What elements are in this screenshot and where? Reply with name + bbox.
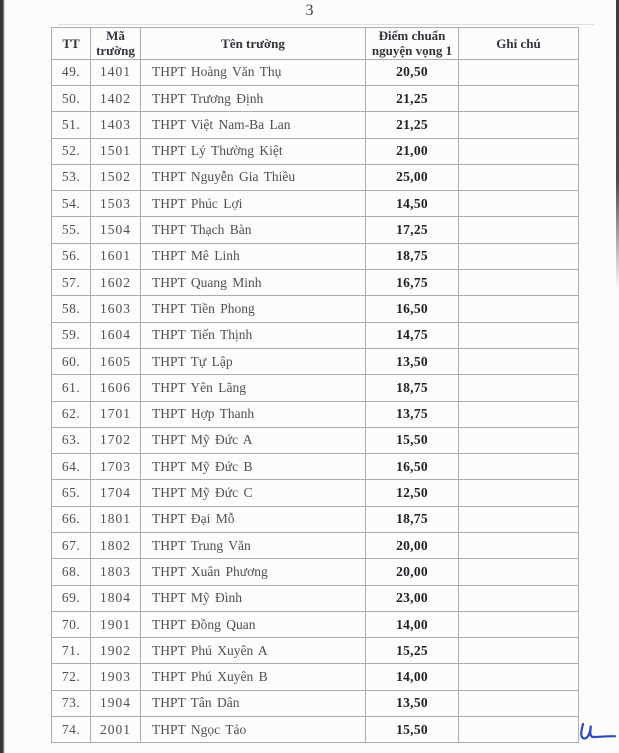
cell-code: 1901 xyxy=(91,611,141,637)
cell-score: 14,00 xyxy=(366,664,459,690)
cell-name: THPT Mỹ Đức B xyxy=(141,454,366,480)
cell-code: 1803 xyxy=(91,559,141,585)
table-row xyxy=(52,164,579,190)
cell-score: 20,00 xyxy=(366,533,459,559)
cell-name: THPT Quang Minh xyxy=(141,270,366,296)
cell-code: 1402 xyxy=(91,85,141,111)
cell-code: 1403 xyxy=(91,112,141,138)
cell-name: THPT Hợp Thanh xyxy=(141,401,366,427)
cell-score: 13,75 xyxy=(366,401,459,427)
cell-name: THPT Tân Dân xyxy=(141,690,366,716)
cell-note xyxy=(459,138,579,164)
cell-code: 1902 xyxy=(91,638,141,664)
cell-tt: 63. xyxy=(52,427,91,453)
cell-name: THPT Thạch Bàn xyxy=(141,217,366,243)
cell-code: 1602 xyxy=(91,270,141,296)
cell-name: THPT Đồng Quan xyxy=(141,611,366,637)
cell-name: THPT Tiến Thịnh xyxy=(141,322,366,348)
cell-score: 18,75 xyxy=(366,243,459,269)
cell-name: THPT Tự Lập xyxy=(141,348,366,374)
cell-score: 14,75 xyxy=(366,322,459,348)
table-row xyxy=(52,191,579,217)
table-row xyxy=(52,375,579,401)
scan-artifact-line xyxy=(58,24,594,25)
cell-score: 17,25 xyxy=(366,217,459,243)
cell-note xyxy=(459,401,579,427)
table-body xyxy=(52,59,579,743)
cell-tt: 67. xyxy=(52,533,91,559)
cell-tt: 68. xyxy=(52,559,91,585)
cell-score: 16,75 xyxy=(366,270,459,296)
cell-tt: 49. xyxy=(52,59,91,85)
table-row xyxy=(52,59,579,85)
cell-name: THPT Mê Linh xyxy=(141,243,366,269)
cell-tt: 60. xyxy=(52,348,91,374)
cell-name: THPT Ngọc Tảo xyxy=(141,717,366,743)
cell-score: 20,50 xyxy=(366,59,459,85)
cell-code: 1801 xyxy=(91,506,141,532)
cell-score: 20,00 xyxy=(366,559,459,585)
cell-score: 21,25 xyxy=(366,85,459,111)
cell-note xyxy=(459,690,579,716)
cell-tt: 71. xyxy=(52,638,91,664)
table-header xyxy=(52,28,579,60)
cell-score: 16,50 xyxy=(366,454,459,480)
header-name: Tên trường xyxy=(141,28,366,60)
cell-note xyxy=(459,85,579,111)
cell-name: THPT Yên Lãng xyxy=(141,375,366,401)
table-row xyxy=(52,480,579,506)
cell-tt: 70. xyxy=(52,611,91,637)
cell-tt: 73. xyxy=(52,690,91,716)
cell-note xyxy=(459,480,579,506)
table-row xyxy=(52,322,579,348)
cell-name: THPT Nguyễn Gia Thiều xyxy=(141,164,366,190)
cell-note xyxy=(459,664,579,690)
scores-table xyxy=(51,27,579,743)
cell-name: THPT Mỹ Đức A xyxy=(141,427,366,453)
cell-code: 1804 xyxy=(91,585,141,611)
cell-tt: 53. xyxy=(52,164,91,190)
table-row xyxy=(52,296,579,322)
cell-score: 25,00 xyxy=(366,164,459,190)
table-row xyxy=(52,138,579,164)
header-note: Ghi chú xyxy=(459,28,579,60)
table-row xyxy=(52,85,579,111)
cell-code: 1503 xyxy=(91,191,141,217)
cell-tt: 74. xyxy=(52,717,91,743)
cell-score: 15,25 xyxy=(366,638,459,664)
table-row xyxy=(52,585,579,611)
cell-score: 13,50 xyxy=(366,690,459,716)
cell-score: 15,50 xyxy=(366,427,459,453)
table-row xyxy=(52,427,579,453)
cell-name: THPT Trương Định xyxy=(141,85,366,111)
cell-score: 21,00 xyxy=(366,138,459,164)
table-row xyxy=(52,401,579,427)
cell-score: 23,00 xyxy=(366,585,459,611)
cell-tt: 51. xyxy=(52,112,91,138)
cell-code: 2001 xyxy=(91,717,141,743)
header-tt: TT xyxy=(52,28,91,60)
cell-name: THPT Xuân Phương xyxy=(141,559,366,585)
table-header-row xyxy=(52,28,579,60)
cell-tt: 62. xyxy=(52,401,91,427)
table-row xyxy=(52,270,579,296)
cell-code: 1601 xyxy=(91,243,141,269)
cell-tt: 54. xyxy=(52,191,91,217)
table-row xyxy=(52,348,579,374)
cell-tt: 61. xyxy=(52,375,91,401)
cell-tt: 55. xyxy=(52,217,91,243)
pen-mark xyxy=(575,721,617,745)
cell-score: 16,50 xyxy=(366,296,459,322)
cell-tt: 52. xyxy=(52,138,91,164)
header-score: Điểm chuẩn nguyện vọng 1 xyxy=(366,28,459,60)
cell-name: THPT Phú Xuyên A xyxy=(141,638,366,664)
cell-code: 1702 xyxy=(91,427,141,453)
cell-note xyxy=(459,270,579,296)
cell-name: THPT Phúc Lợi xyxy=(141,191,366,217)
cell-note xyxy=(459,348,579,374)
cell-tt: 72. xyxy=(52,664,91,690)
cell-note xyxy=(459,191,579,217)
cell-code: 1605 xyxy=(91,348,141,374)
cell-note xyxy=(459,611,579,637)
cell-name: THPT Phú Xuyên B xyxy=(141,664,366,690)
table-row xyxy=(52,559,579,585)
cell-code: 1401 xyxy=(91,59,141,85)
cell-tt: 58. xyxy=(52,296,91,322)
table-row xyxy=(52,611,579,637)
table-row xyxy=(52,112,579,138)
table-row xyxy=(52,638,579,664)
cell-name: THPT Trung Văn xyxy=(141,533,366,559)
cell-code: 1606 xyxy=(91,375,141,401)
cell-name: THPT Đại Mỗ xyxy=(141,506,366,532)
cell-note xyxy=(459,243,579,269)
cell-note xyxy=(459,427,579,453)
cell-name: THPT Mỹ Đình xyxy=(141,585,366,611)
table-row xyxy=(52,243,579,269)
cell-code: 1704 xyxy=(91,480,141,506)
header-code: Mã trường xyxy=(91,28,141,60)
cell-score: 18,75 xyxy=(366,375,459,401)
cell-note xyxy=(459,375,579,401)
cell-note xyxy=(459,112,579,138)
cell-name: THPT Hoàng Văn Thụ xyxy=(141,59,366,85)
table-row xyxy=(52,454,579,480)
cell-score: 18,75 xyxy=(366,506,459,532)
table-row xyxy=(52,533,579,559)
table-row xyxy=(52,506,579,532)
cell-tt: 59. xyxy=(52,322,91,348)
cell-score: 12,50 xyxy=(366,480,459,506)
cell-name: THPT Lý Thường Kiệt xyxy=(141,138,366,164)
cell-code: 1603 xyxy=(91,296,141,322)
table-row xyxy=(52,690,579,716)
cell-note xyxy=(459,533,579,559)
cell-score: 21,25 xyxy=(366,112,459,138)
cell-tt: 65. xyxy=(52,480,91,506)
table-row xyxy=(52,664,579,690)
cell-code: 1604 xyxy=(91,322,141,348)
cell-note xyxy=(459,717,579,743)
cell-tt: 64. xyxy=(52,454,91,480)
cell-score: 15,50 xyxy=(366,717,459,743)
cell-tt: 57. xyxy=(52,270,91,296)
cell-code: 1802 xyxy=(91,533,141,559)
cell-tt: 50. xyxy=(52,85,91,111)
cell-code: 1703 xyxy=(91,454,141,480)
table-row xyxy=(52,717,579,743)
cell-score: 14,00 xyxy=(366,611,459,637)
cell-tt: 69. xyxy=(52,585,91,611)
cell-note xyxy=(459,164,579,190)
cell-note xyxy=(459,296,579,322)
cell-name: THPT Tiền Phong xyxy=(141,296,366,322)
cell-score: 13,50 xyxy=(366,348,459,374)
cell-score: 14,50 xyxy=(366,191,459,217)
cell-note xyxy=(459,506,579,532)
table-row xyxy=(52,217,579,243)
cell-name: THPT Mỹ Đức C xyxy=(141,480,366,506)
cell-code: 1501 xyxy=(91,138,141,164)
cell-code: 1904 xyxy=(91,690,141,716)
cell-note xyxy=(459,559,579,585)
cell-note xyxy=(459,322,579,348)
page-number: 3 xyxy=(305,2,314,19)
scan-edge-left xyxy=(0,0,5,753)
cell-note xyxy=(459,59,579,85)
cell-code: 1903 xyxy=(91,664,141,690)
cell-note xyxy=(459,638,579,664)
cell-code: 1701 xyxy=(91,401,141,427)
cell-tt: 56. xyxy=(52,243,91,269)
cell-note xyxy=(459,585,579,611)
cell-note xyxy=(459,454,579,480)
cell-note xyxy=(459,217,579,243)
cell-code: 1502 xyxy=(91,164,141,190)
cell-code: 1504 xyxy=(91,217,141,243)
cell-name: THPT Việt Nam-Ba Lan xyxy=(141,112,366,138)
cell-tt: 66. xyxy=(52,506,91,532)
